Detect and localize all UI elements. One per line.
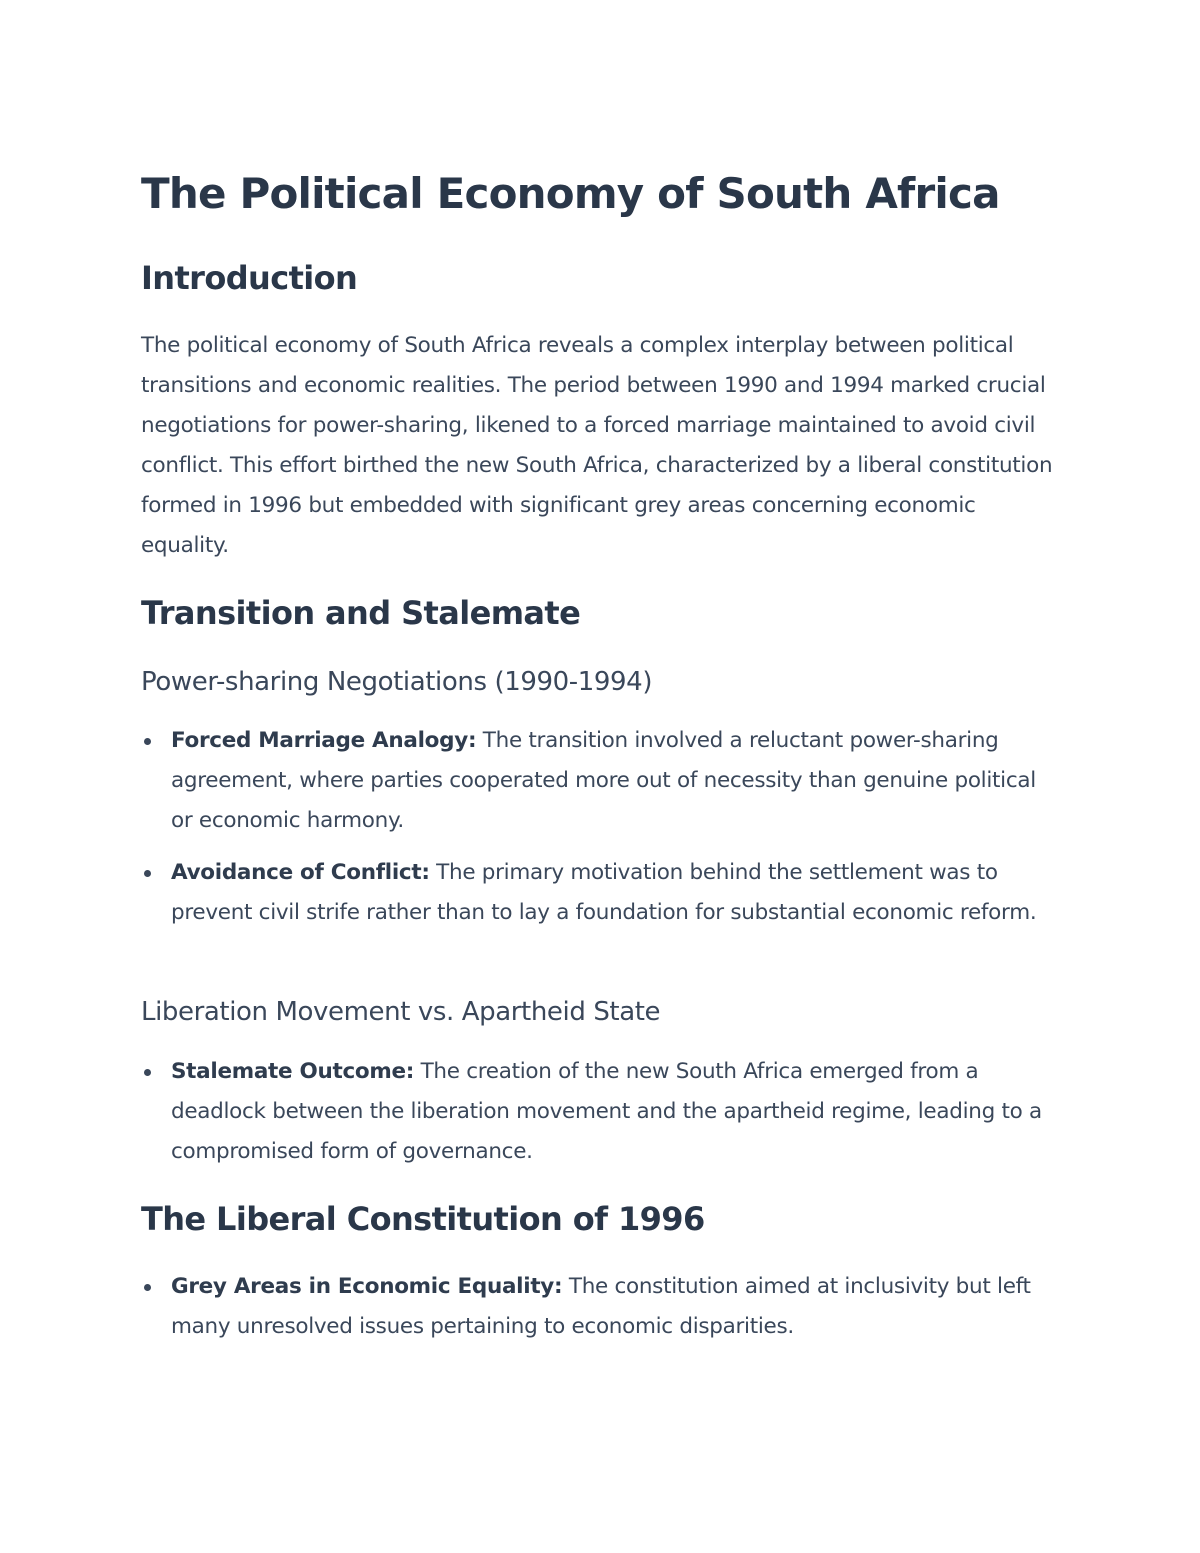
list-item: [141, 721, 1061, 841]
list-item-text: The transition involved a reluctant power-sharing agreement, where parties cooperated more out of necessity than genuine political or economic harmony.: [171, 728, 1036, 833]
list-item-label: Avoidance of Conflict: [171, 860, 422, 885]
introduction-paragraph: The political economy of South Africa reveals a complex interplay between political transitions and economic realities. The period between 1990 and 1994 marked crucial negotiations for power-sharing, likened to a forced marriage maintained to avoid civil conflict. This effort birthed the new South Africa, characterized by a liberal constitution formed in 1996 but embedded with significant grey areas concerning economic equality.: [141, 333, 1053, 558]
list-item-separator: :: [421, 860, 430, 885]
list-item-label: Stalemate Outcome: [171, 1059, 406, 1084]
list-item-separator: :: [554, 1274, 563, 1299]
heading-introduction: Introduction: [141, 259, 358, 297]
list-item-label: Forced Marriage Analogy: [171, 728, 468, 753]
bullet-icon: [144, 1284, 151, 1291]
list-item: [141, 1267, 1061, 1347]
heading-transition-and-stalemate: Transition and Stalemate: [141, 594, 581, 632]
constitution-bullet-list: [141, 1267, 1061, 1359]
list-item-text: The primary motivation behind the settlement was to prevent civil strife rather than to lay a foundation for substantial economic reform.: [171, 860, 1037, 925]
document-title: The Political Economy of South Africa: [141, 169, 1000, 218]
bullet-icon: [144, 870, 151, 877]
list-item-separator: :: [467, 728, 477, 753]
list-item-text: The constitution aimed at inclusivity but left many unresolved issues pertaining to economic disparities.: [171, 1274, 1031, 1339]
subheading-liberation-movement: Liberation Movement vs. Apartheid State: [141, 997, 661, 1027]
list-item-label: Grey Areas in Economic Equality: [171, 1274, 555, 1299]
list-item: [141, 853, 1061, 933]
bullet-icon: [144, 738, 151, 745]
heading-liberal-constitution: The Liberal Constitution of 1996: [141, 1200, 705, 1238]
power-sharing-bullet-list: [141, 721, 1061, 945]
bullet-icon: [144, 1069, 151, 1076]
subheading-power-sharing-negotiations: Power-sharing Negotiations (1990-1994): [141, 667, 653, 697]
list-item-text: The creation of the new South Africa emerged from a deadlock between the liberation movement and the apartheid regime, leading to a compromised form of governance.: [171, 1059, 1042, 1164]
list-item: [141, 1052, 1061, 1172]
list-item-separator: :: [405, 1059, 415, 1084]
liberation-bullet-list: [141, 1052, 1061, 1184]
